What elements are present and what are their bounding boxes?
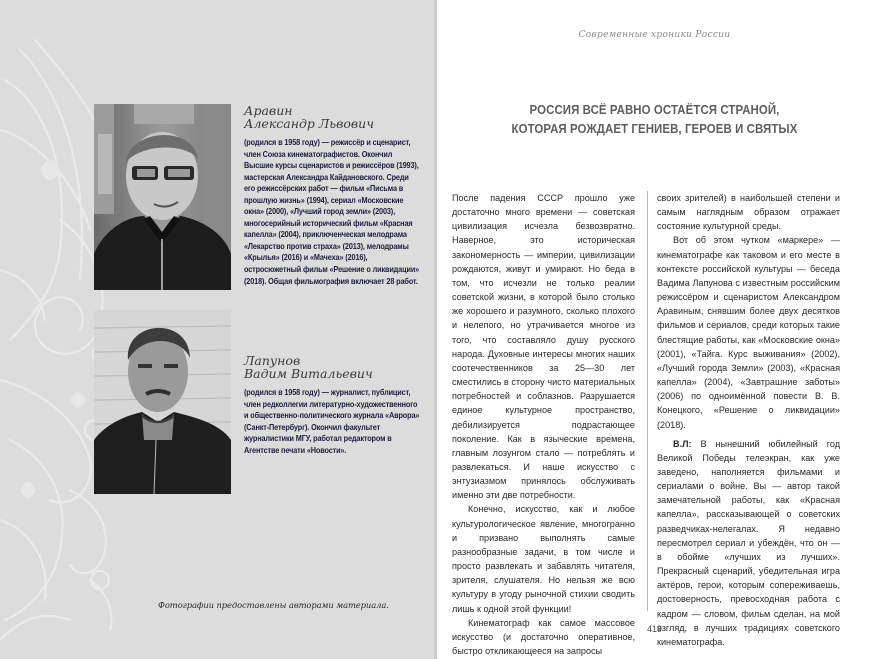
portrait-photo-lapunov (94, 310, 231, 494)
portrait-photo (94, 310, 231, 494)
paragraph: своих зрителей) в наибольшей степени и самым наглядным образом отражает состояние культурной среды. (657, 193, 840, 232)
title-line: РОССИЯ ВСЁ РАВНО ОСТАЁТСЯ СТРАНОЙ, (529, 102, 780, 117)
bio-text: (родился в 1958 году) — режиссёр и сценарист, член Союза кинематографистов. Окончил Высшие курсы сценаристов и режиссёров (1993), мастерская Александра Кайдановского. Среди его режиссёрских работ — фильм «Письма в прошлую жизнь» (1994), сериал «Московские окна» (2000), «Лучший город земли» (2003), многосерийный исторический фильм «Красная капелла» (2004), приключенческая мелодрама «Лекарство против страха» (2013), мелодрамы «Крылья» (2016) и «Мачеха» (2016), остросюжетный фильм «Решение о ликвидации» (2018). Общая фильмография включает 28 работ. (244, 137, 420, 286)
text-column-2 (657, 191, 840, 649)
speaker-label: В.Л: (673, 438, 692, 449)
bio-text: (родился в 1958 году) — журналист, публицист, член редколлегии литературно-художественного и общественно-политического журнала «Аврора» (Санкт-Петербург). Окончил факультет журналистики МГУ, работал редактором в Агентстве печати «Новости». (244, 387, 420, 455)
bio-aravin (244, 104, 424, 287)
paragraph: Вот об этом чутком «маркере» — кинематографе как таковом и его месте в контексте российской культуры — беседа Вадима Лапунова с известным российским режиссёром и сценаристом Александром Аравиным, снявшим более двух десятков фильмов и сериалов, среди которых такие блестящие работы, как «Московские окна» (2001), «Тайга. Курс выживания» (2002), «Лучший города Земли» (2003), «Красная капелла» (2004), «Завтрашние заботы» (2006) по одноимённой повести В. В. Конецкого, «Решение о ликвидации» (2018). (657, 235, 840, 430)
bio-surname: Лапунов (244, 353, 301, 368)
bio-lapunov (244, 354, 424, 456)
paragraph: Конечно, искусство, как и любое культурологическое явление, многогранно и призвано выполнять самые разнообразные задачи, в том числе и просто развлекать и забавлять читателя, зрителя, слушателя. Но нельзя же всю культуру в угоду рыночной стихии сводить лишь к одной этой функции! (452, 504, 635, 614)
running-head: Современные хроники России (578, 30, 731, 40)
question-text: В нынешний юбилейный год Великой Победы телеэкран, как уже заведено, наполняется фильмами и сериалами о войне. Вы — автор такой замечательной работы, как «Красная капелла», рассказывающей о советских разведчиках-нелегалах. Я недавно пересмотрел сериал и убеждён, что он — в обойме «лучших из лучших». Прекрасный сценарий, убедительная игра актёров, герои, которым сопереживаешь, достоверность, превосходная работа с кадром — словом, фильм сделан, на мой взгляд, в лучших традициях советского кинематографа. (657, 438, 841, 647)
interview-question (657, 437, 840, 649)
paragraph: После падения СССР прошло уже достаточно много времени — советская цивилизация исчезла безвозвратно. Наверное, это историческая закономерность — империи, цивилизации рождаются, живут и умирают. Но беда в том, что исчезли не только реалии советской жизни, в которой было столько же хорошего и разумного, сколько плохого и нелепого, но утрачивается многое из того, что составляло душу русского народа. Духовные интересы многих наших соотечественников за 25—30 лет сместились в сторону чисто материальных потребностей и соблазнов. Разрушается единое культурное пространство, дебилизируется подрастающее поколение. Как в языческие времена, главным лозунгом стало — потреблять и развлекаться. И наше искусство с энтузиазмом принялось обслуживать именно эти две потребности. (452, 193, 635, 501)
text-column-1 (452, 191, 635, 658)
portrait-photo-aravin (94, 104, 231, 290)
photo-caption: Фотографии предоставлены авторами материала. (158, 600, 389, 610)
bio-surname: Аравин (244, 103, 293, 118)
bio-name (244, 104, 424, 130)
title-line: КОТОРАЯ РОЖДАЕТ ГЕНИЕВ, ГЕРОЕВ И СВЯТЫХ (511, 121, 798, 136)
article-title (467, 100, 841, 138)
bio-given-names: Александр Львович (244, 116, 375, 131)
column-divider (647, 191, 648, 611)
paragraph: Кинематограф как самое массовое искусство (и достаточно оперативное, быстро откликающееся на запросы (452, 617, 635, 656)
portrait-photo (94, 104, 231, 290)
bio-given-names: Вадим Витальевич (244, 366, 373, 381)
right-page (437, 0, 872, 659)
bio-name (244, 354, 424, 380)
page-number: 419 (646, 624, 663, 634)
